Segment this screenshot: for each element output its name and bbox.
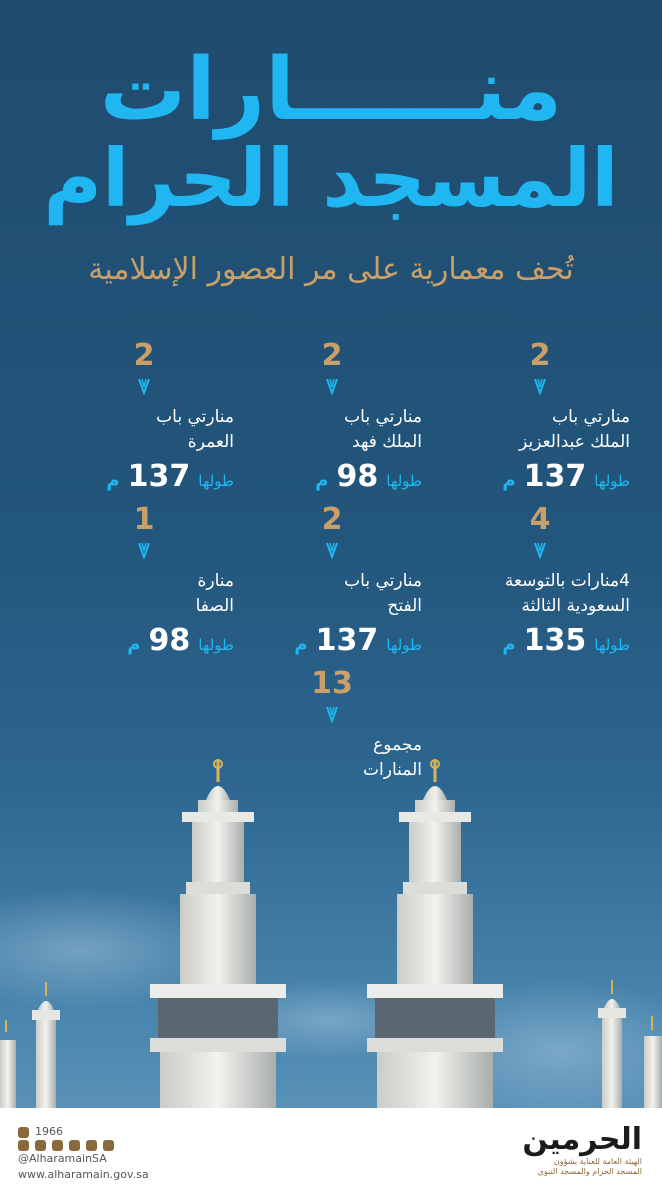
instagram-icon[interactable]	[18, 1140, 29, 1151]
stat-safa	[54, 502, 234, 658]
chevron-down-icon	[450, 541, 630, 563]
stat-total	[242, 666, 422, 783]
title-line-1: منــــــارات	[99, 40, 563, 140]
stat-umrah	[54, 338, 234, 494]
brand-logo	[522, 1122, 642, 1177]
stat-king-abdulaziz	[450, 338, 630, 494]
social-handle[interactable]: @AlharamainSA	[18, 1152, 107, 1165]
stat-height: طولها 98 م	[315, 459, 422, 494]
footer	[0, 1108, 662, 1200]
facebook-icon[interactable]	[52, 1140, 63, 1151]
chevron-down-icon	[242, 705, 422, 727]
stat-height: طولها 98 م	[127, 623, 234, 658]
stat-count: 2	[321, 502, 343, 537]
phone-icon	[18, 1127, 29, 1138]
chevron-down-icon	[450, 377, 630, 399]
snapchat-icon[interactable]	[86, 1140, 97, 1151]
stat-label: منارتي باب الملك عبدالعزيز	[519, 407, 630, 452]
chevron-down-icon	[242, 377, 422, 399]
stat-label: منارتي باب الفتح	[344, 571, 422, 616]
stat-count: 2	[133, 338, 155, 373]
brand-sub-1: الهيئة العامة للعناية بشؤون	[553, 1157, 642, 1166]
stat-count: 2	[321, 338, 343, 373]
stat-height: طولها 137 م	[106, 459, 234, 494]
contact-info	[18, 1124, 149, 1183]
stat-label: منارتي باب العمرة	[156, 407, 234, 452]
social-icons	[18, 1140, 149, 1151]
chevron-down-icon	[54, 377, 234, 399]
stat-count: 4	[529, 502, 551, 537]
linkedin-icon[interactable]	[103, 1140, 114, 1151]
total-count: 13	[311, 666, 353, 701]
brand-sub-2: المسجد الحرام والمسجد النبوي	[537, 1167, 642, 1176]
minaret-right	[367, 760, 503, 1108]
total-label: مجموع المنارات	[363, 735, 422, 780]
chevron-down-icon	[242, 541, 422, 563]
stat-count: 2	[529, 338, 551, 373]
stat-label: منارتي باب الملك فهد	[344, 407, 422, 452]
brand-name: الحرمين	[522, 1122, 642, 1157]
stat-king-fahd	[242, 338, 422, 494]
youtube-icon[interactable]	[69, 1140, 80, 1151]
subtitle: تُحف معمارية على مر العصور الإسلامية	[88, 252, 574, 287]
chevron-down-icon	[54, 541, 234, 563]
stat-height: طولها 135 م	[502, 623, 630, 658]
stat-height: طولها 137 م	[502, 459, 630, 494]
x-icon[interactable]	[35, 1140, 46, 1151]
stat-count: 1	[133, 502, 155, 537]
stat-al-fath	[242, 502, 422, 658]
stat-third-saudi-expansion	[450, 502, 630, 658]
stat-label: 4منارات بالتوسعة السعودية الثالثة	[504, 571, 630, 616]
stat-height: طولها 137 م	[294, 623, 422, 658]
title-line-2: المسجد الحرام	[43, 132, 619, 225]
phone-number: 1966	[35, 1125, 63, 1138]
website-link[interactable]: www.alharamain.gov.sa	[18, 1168, 149, 1181]
stat-label: منارة الصفا	[195, 571, 234, 616]
